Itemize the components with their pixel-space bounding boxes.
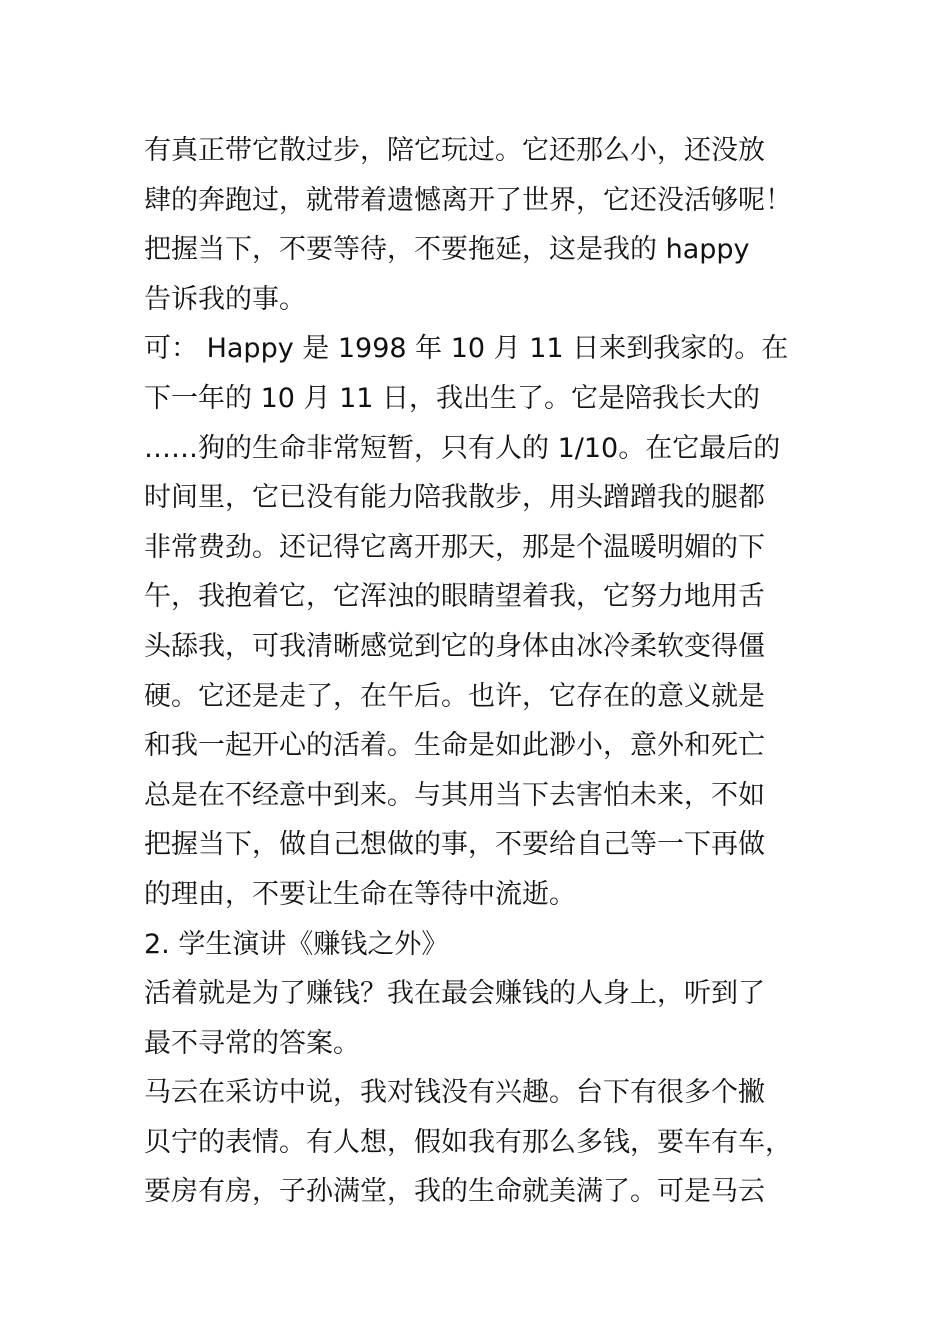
text-line: 把握当下，不要等待，不要拖延，这是我的 happy: [144, 234, 750, 266]
text-line: 可： Happy 是 1998 年 10 月 11 日来到我家的。在: [144, 333, 789, 365]
text-line: 头舔我，可我清晰感觉到它的身体由冰冷柔软变得僵: [144, 630, 765, 662]
section-heading: 2. 学生演讲《赚钱之外》: [144, 928, 449, 960]
text-line: 非常费劲。还记得它离开那天，那是个温暖明媚的下: [144, 531, 765, 563]
text-line: 和我一起开心的活着。生命是如此渺小，意外和死亡: [144, 730, 765, 762]
text-line: 时间里，它已没有能力陪我散步，用头蹭蹭我的腿都: [144, 482, 765, 514]
text-line: 下一年的 10 月 11 日，我出生了。它是陪我长大的: [144, 382, 761, 414]
text-line: ……狗的生命非常短暂，只有人的 1/10。在它最后的: [144, 432, 781, 464]
text-line: 硬。它还是走了，在午后。也许，它存在的意义就是: [144, 680, 765, 712]
text-line: 的理由，不要让生命在等待中流逝。: [144, 878, 576, 910]
document-body: [144, 126, 844, 1217]
text-line: 最不寻常的答案。: [144, 1027, 360, 1059]
text-line: 要房有房，子孙满堂，我的生命就美满了。可是马云: [144, 1176, 765, 1208]
text-line: 活着就是为了赚钱？我在最会赚钱的人身上，听到了: [144, 978, 765, 1010]
text-line: 告诉我的事。: [144, 283, 306, 315]
text-line: 贝宁的表情。有人想，假如我有那么多钱，要车有车，: [144, 1126, 792, 1158]
text-line: 总是在不经意中到来。与其用当下去害怕未来，不如: [144, 779, 765, 811]
text-line: 肆的奔跑过，就带着遗憾离开了世界，它还没活够呢！: [144, 184, 792, 216]
text-line: 有真正带它散过步，陪它玩过。它还那么小，还没放: [144, 135, 765, 166]
text-line: 午，我抱着它，它浑浊的眼睛望着我，它努力地用舌: [144, 581, 765, 613]
text-line: 马云在采访中说，我对钱没有兴趣。台下有很多个撇: [144, 1077, 765, 1109]
text-line: 把握当下，做自己想做的事，不要给自己等一下再做: [144, 829, 765, 861]
